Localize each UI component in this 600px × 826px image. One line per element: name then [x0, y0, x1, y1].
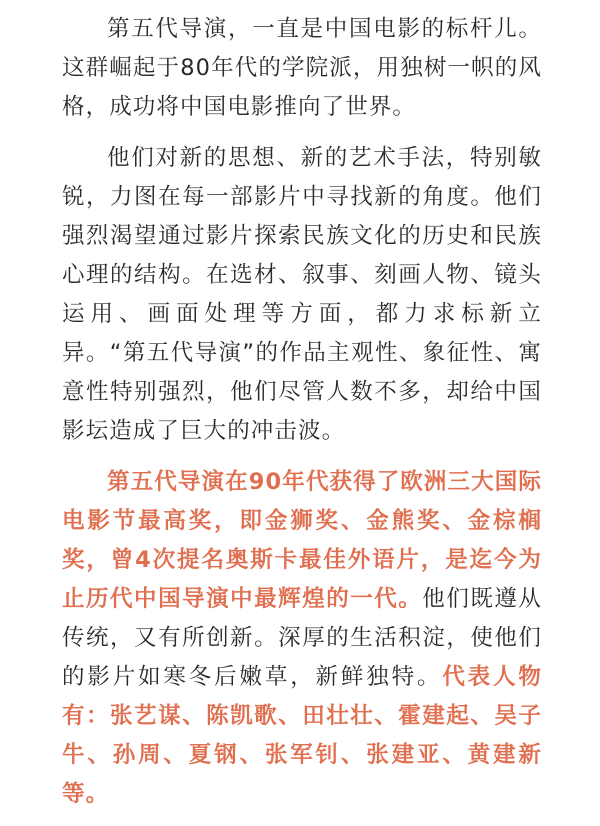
- paragraph-intro: [62, 10, 542, 127]
- achievements-text: 他们既遵从传统，又有所创新。深厚的生活积淀，使他们的影片如寒冬后嫩草，新鲜独特。: [62, 586, 542, 690]
- article-body: [62, 10, 542, 826]
- representatives-highlight: 代表人物有：张艺谋、陈凯歌、田壮壮、霍建起、吴子牛、孙周、夏钢、张军钊、张建亚、黄建新等。: [62, 664, 542, 807]
- paragraph-achievements: [62, 463, 542, 814]
- paragraph-intro-text: 第五代导演，一直是中国电影的标杆儿。这群崛起于80年代的学院派，用独树一帜的风格，成功将中国电影推向了世界。: [62, 16, 542, 120]
- paragraph-characteristics-text: 他们对新的思想、新的艺术手法，特别敏锐，力图在每一部影片中寻找新的角度。他们强烈渴望通过影片探索民族文化的历史和民族心理的结构。在选材、叙事、刻画人物、镜头运用、画面处理等方面，都力求标新立异。“第五代导演”的作品主观性、象征性、寓意性特别强烈，他们尽管人数不多，却给中国影坛造成了巨大的冲击波。: [62, 145, 542, 444]
- achievements-highlight: 第五代导演在90年代获得了欧洲三大国际电影节最高奖，即金狮奖、金熊奖、金棕榈奖，曾4次提名奥斯卡最佳外语片，是迄今为止历代中国导演中最辉煌的一代。: [62, 469, 542, 612]
- paragraph-characteristics: [62, 139, 542, 451]
